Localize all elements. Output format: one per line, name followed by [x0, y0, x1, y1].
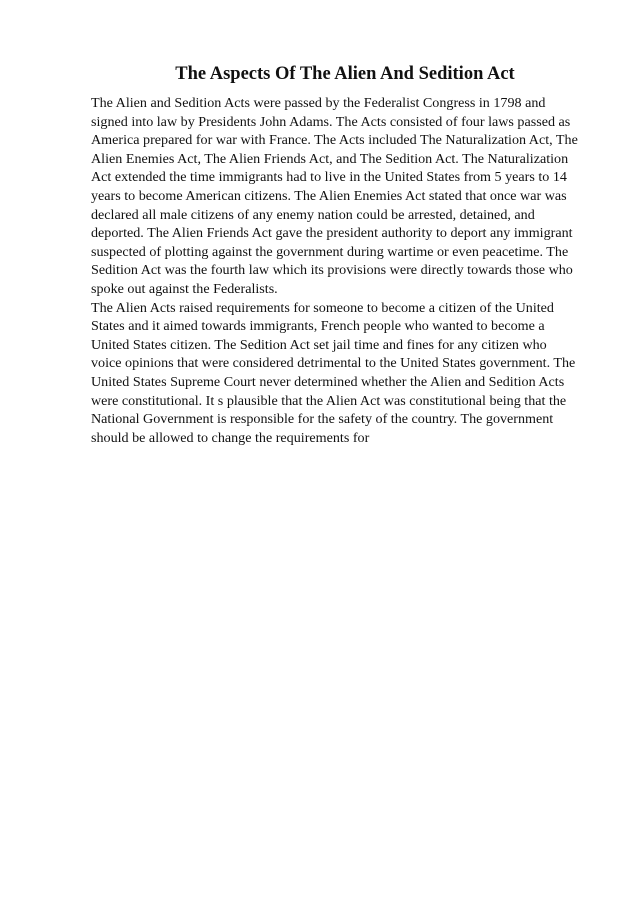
body-line: Act extended the time immigrants had to live in the United States from 5 years to 14	[91, 169, 567, 186]
body-line: suspected of plotting against the government during wartime or even peacetime. The	[91, 243, 569, 260]
body-line: spoke out against the Federalists.	[91, 280, 278, 297]
body-line: National Government is responsible for the safety of the country. The government	[91, 411, 554, 428]
body-line: signed into law by Presidents John Adams. The Acts consisted of four laws passed as	[91, 113, 571, 130]
body-line: Sedition Act was the fourth law which its provisions were directly towards those who	[91, 262, 573, 279]
body-line: years to become American citizens. The Alien Enemies Act stated that once war was	[91, 187, 567, 204]
body-line: United States citizen. The Sedition Act set jail time and fines for any citizen who	[91, 336, 547, 353]
body-line: deported. The Alien Friends Act gave the president authority to deport any immigrant	[91, 225, 573, 242]
document-body	[91, 94, 611, 447]
body-line: should be allowed to change the requirements for	[91, 429, 370, 446]
body-line: United States Supreme Court never determined whether the Alien and Sedition Acts	[91, 373, 565, 390]
body-line: America prepared for war with France. The Acts included The Naturalization Act, The	[91, 132, 578, 149]
body-line: The Alien and Sedition Acts were passed by the Federalist Congress in 1798 and	[91, 95, 546, 111]
body-line: States and it aimed towards immigrants, French people who wanted to become a	[91, 318, 545, 335]
body-line: declared all male citizens of any enemy nation could be arrested, detained, and	[91, 206, 535, 223]
document-title: The Aspects Of The Alien And Sedition Act	[175, 64, 515, 84]
body-line: The Alien Acts raised requirements for someone to become a citizen of the United	[91, 299, 554, 316]
body-line: were constitutional. It s plausible that the Alien Act was constitutional being that the	[91, 392, 567, 409]
body-line: Alien Enemies Act, The Alien Friends Act, and The Sedition Act. The Naturalization	[91, 150, 569, 167]
body-line: voice opinions that were considered detrimental to the United States government. The	[91, 355, 576, 372]
